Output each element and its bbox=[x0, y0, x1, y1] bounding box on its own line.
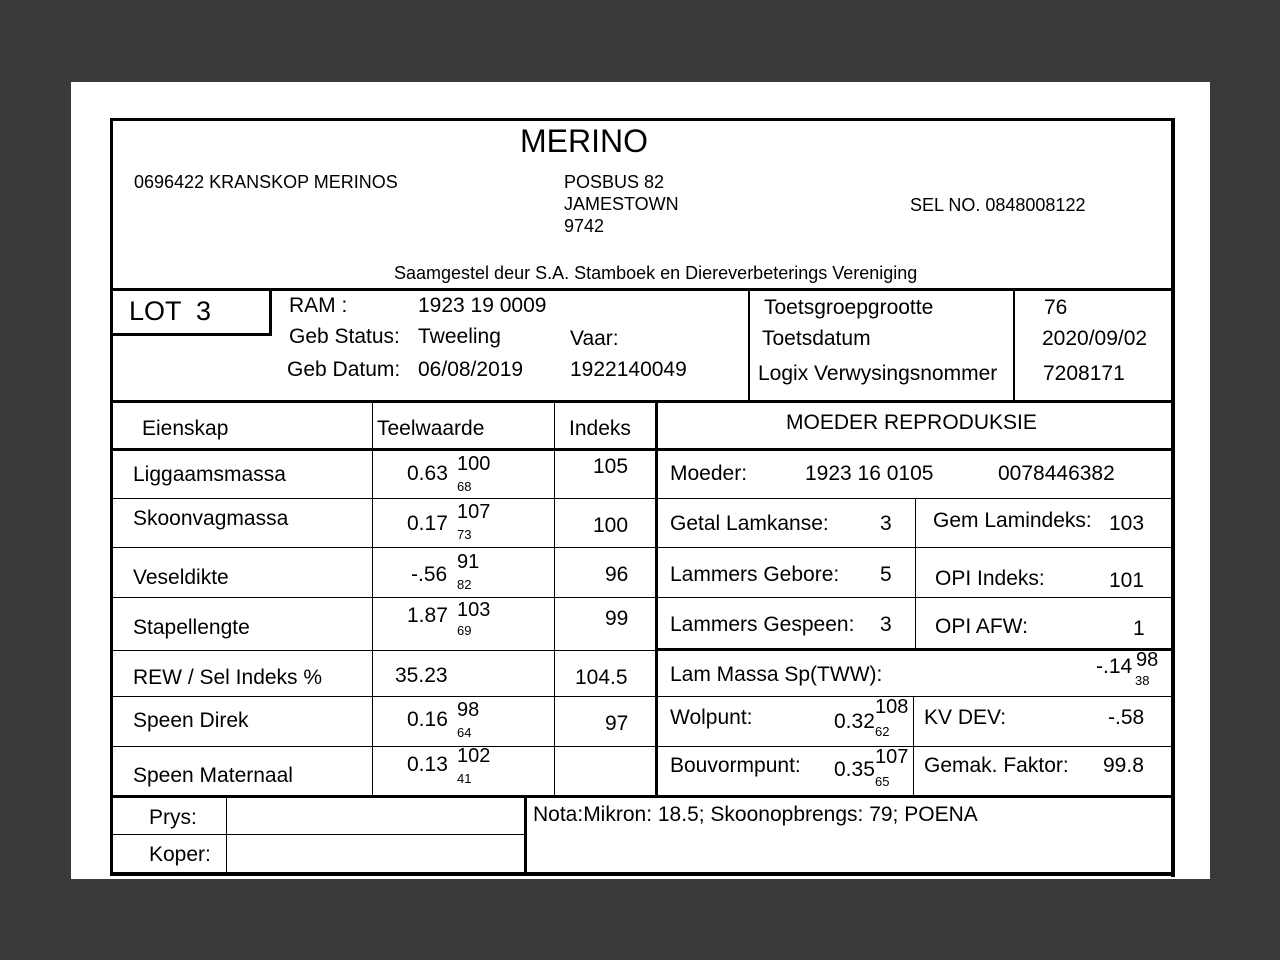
catalog-card bbox=[71, 82, 1210, 879]
conformation-value: 0.35 bbox=[834, 758, 875, 781]
lamb-mass-value: -.14 bbox=[1096, 655, 1133, 678]
col-line-2 bbox=[554, 402, 555, 796]
wool-score-sub: 62 bbox=[875, 724, 890, 739]
trait-index: 99 bbox=[605, 607, 629, 630]
row-line-1 bbox=[113, 498, 1171, 499]
trait-value: 35.23 bbox=[395, 664, 448, 687]
info-divider-2 bbox=[1013, 288, 1015, 402]
buyer-label: Koper: bbox=[149, 843, 211, 866]
opi-deviation-value: 1 bbox=[1133, 617, 1145, 640]
info-divider-1 bbox=[748, 288, 750, 402]
lambs-born-label: Lammers Gebore: bbox=[670, 563, 840, 586]
lamb-chances-value: 3 bbox=[880, 512, 892, 535]
kv-dev-label: KV DEV: bbox=[924, 706, 1007, 729]
sel-number: SEL NO. 0848008122 bbox=[910, 195, 1086, 215]
dam-col-line-a bbox=[915, 498, 916, 648]
col-line-3 bbox=[655, 402, 658, 796]
col-line-1 bbox=[372, 402, 373, 796]
avg-lamb-index-value: 103 bbox=[1109, 512, 1145, 535]
conformation-sub: 65 bbox=[875, 774, 890, 789]
test-date-value: 2020/09/02 bbox=[1042, 327, 1148, 350]
trait-index: 100 bbox=[593, 514, 629, 537]
ram-value: 1923 19 0009 bbox=[418, 294, 547, 317]
trait-value-sub: 41 bbox=[457, 771, 472, 786]
trait-value-sub: 82 bbox=[457, 577, 472, 592]
address-line-2: JAMESTOWN bbox=[564, 194, 679, 214]
sire-value: 1922140049 bbox=[570, 358, 687, 381]
opi-index-value: 101 bbox=[1109, 569, 1145, 592]
lamb-mass-sub: 38 bbox=[1135, 673, 1150, 688]
kv-dev-value: -.58 bbox=[1108, 706, 1145, 729]
trait-index: 105 bbox=[593, 455, 629, 478]
trait-name: Stapellengte bbox=[133, 616, 250, 639]
ram-label: RAM : bbox=[289, 294, 348, 317]
trait-index: 96 bbox=[605, 563, 629, 586]
lamb-mass-label: Lam Massa Sp(TWW): bbox=[670, 663, 883, 686]
test-date-label: Toetsdatum bbox=[762, 327, 871, 350]
divider-footer bbox=[110, 795, 1175, 798]
row-line-6 bbox=[113, 746, 1171, 747]
lambs-weaned-label: Lammers Gespeen: bbox=[670, 613, 855, 636]
footer-col-2 bbox=[524, 797, 527, 873]
logix-value: 7208171 bbox=[1043, 362, 1125, 385]
lot-number: LOT 3 bbox=[129, 296, 212, 326]
conformation-label: Bouvormpunt: bbox=[670, 754, 801, 777]
group-size-value: 76 bbox=[1044, 296, 1068, 319]
trait-value: 0.13 bbox=[407, 753, 448, 776]
wool-score-label: Wolpunt: bbox=[670, 706, 753, 729]
price-label: Prys: bbox=[149, 806, 197, 829]
border-right bbox=[1171, 118, 1175, 877]
status-value: Tweeling bbox=[418, 325, 501, 348]
col-header-trait: Eienskap bbox=[142, 417, 229, 440]
row-line-3 bbox=[113, 597, 1171, 598]
trait-value: -.56 bbox=[411, 563, 448, 586]
row-line-2 bbox=[113, 547, 1171, 548]
divider-table-head bbox=[110, 448, 1175, 451]
trait-name: REW / Sel Indeks % bbox=[133, 666, 323, 689]
breed-title: MERINO bbox=[520, 123, 648, 159]
opi-deviation-label: OPI AFW: bbox=[935, 615, 1028, 638]
trait-value-sup: 98 bbox=[457, 699, 480, 721]
sire-label: Vaar: bbox=[570, 327, 619, 350]
birth-date-value: 06/08/2019 bbox=[418, 358, 524, 381]
avg-lamb-index-label: Gem Lamindeks: bbox=[933, 509, 1092, 532]
lamb-mass-sup: 98 bbox=[1136, 649, 1159, 671]
trait-name: Veseldikte bbox=[133, 566, 229, 589]
trait-index: 97 bbox=[605, 712, 629, 735]
row-line-4b bbox=[656, 648, 1171, 651]
trait-name: Speen Maternaal bbox=[133, 764, 293, 787]
col-header-breeding-value: Teelwaarde bbox=[377, 417, 485, 440]
trait-value-sub: 73 bbox=[457, 527, 472, 542]
status-label: Geb Status: bbox=[289, 325, 400, 348]
conformation-sup: 107 bbox=[875, 746, 909, 768]
dam-reproduction-title: MOEDER REPRODUKSIE bbox=[786, 411, 1037, 434]
lambs-weaned-value: 3 bbox=[880, 613, 892, 636]
compiled-by: Saamgestel deur S.A. Stamboek en Diereverbeterings Vereniging bbox=[394, 263, 918, 283]
trait-value: 0.63 bbox=[407, 462, 448, 485]
trait-value-sub: 68 bbox=[457, 479, 472, 494]
trait-value-sup: 100 bbox=[457, 453, 491, 475]
border-left bbox=[110, 118, 113, 875]
ease-factor-label: Gemak. Faktor: bbox=[924, 754, 1069, 777]
lot-box-right bbox=[269, 288, 272, 336]
row-line-4a bbox=[113, 650, 656, 651]
ease-factor-value: 99.8 bbox=[1103, 754, 1144, 777]
dam-registration: 0078446382 bbox=[998, 462, 1115, 485]
trait-index: 104.5 bbox=[575, 666, 628, 689]
address-line-1: POSBUS 82 bbox=[564, 172, 665, 192]
col-header-index: Indeks bbox=[569, 417, 631, 440]
trait-value-sub: 69 bbox=[457, 623, 472, 638]
trait-name: Speen Direk bbox=[133, 709, 249, 732]
group-size-label: Toetsgroepgrootte bbox=[764, 296, 934, 319]
lambs-born-value: 5 bbox=[880, 563, 892, 586]
trait-name: Liggaamsmassa bbox=[133, 463, 286, 486]
trait-value-sup: 103 bbox=[457, 599, 491, 621]
trait-value-sup: 102 bbox=[457, 745, 491, 767]
dam-label: Moeder: bbox=[670, 462, 748, 485]
wool-score-sup: 108 bbox=[875, 696, 909, 718]
trait-value: 0.16 bbox=[407, 708, 448, 731]
row-line-5 bbox=[113, 696, 1171, 697]
address-line-3: 9742 bbox=[564, 216, 605, 236]
border-bottom bbox=[110, 872, 1175, 876]
opi-index-label: OPI Indeks: bbox=[935, 567, 1045, 590]
footer-row bbox=[113, 834, 525, 835]
lot-box-bottom bbox=[110, 333, 272, 336]
breeder-line: 0696422 KRANSKOP MERINOS bbox=[134, 172, 398, 192]
border-top bbox=[110, 118, 1175, 121]
footer-col-1 bbox=[226, 797, 227, 873]
note: Nota:Mikron: 18.5; Skoonopbrengs: 79; POENA bbox=[533, 803, 978, 826]
wool-score-value: 0.32 bbox=[834, 710, 875, 733]
trait-value-sub: 64 bbox=[457, 725, 472, 740]
trait-value: 1.87 bbox=[407, 604, 448, 627]
lamb-chances-label: Getal Lamkanse: bbox=[670, 512, 829, 535]
trait-name: Skoonvagmassa bbox=[133, 507, 289, 530]
logix-label: Logix Verwysingsnommer bbox=[758, 362, 998, 385]
trait-value: 0.17 bbox=[407, 512, 448, 535]
trait-value-sup: 107 bbox=[457, 501, 491, 523]
birth-date-label: Geb Datum: bbox=[287, 358, 401, 381]
divider-table-top bbox=[110, 400, 1175, 403]
trait-value-sup: 91 bbox=[457, 551, 480, 573]
dam-id: 1923 16 0105 bbox=[805, 462, 934, 485]
